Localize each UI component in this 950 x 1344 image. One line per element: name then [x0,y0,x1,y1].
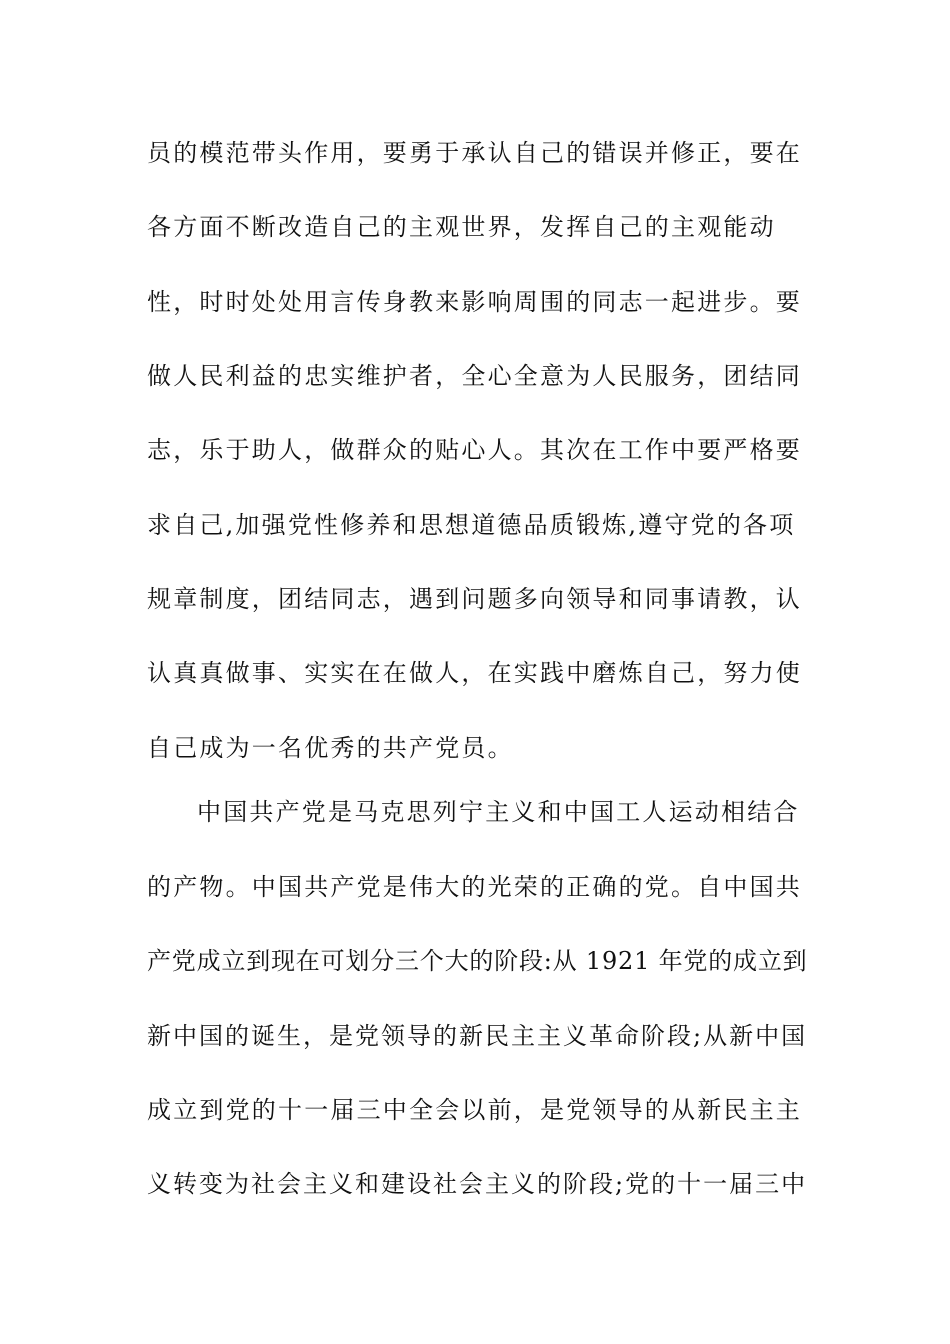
text-line: 员的模范带头作用，要勇于承认自己的错误并修正，要在 [147,139,802,167]
text-line: 义转变为社会主义和建设社会主义的阶段;党的十一届三中 [147,1170,808,1198]
text-line: 自己成为一名优秀的共产党员。 [147,734,514,762]
text-line: 的产物。中国共产党是伟大的光荣的正确的党。自中国共 [147,873,802,901]
text-line: 志，乐于助人，做群众的贴心人。其次在工作中要严格要 [147,436,802,464]
text-line: 认真真做事、实实在在做人，在实践中磨炼自己，努力使 [147,659,802,687]
text-line: 成立到党的十一届三中全会以前，是党领导的从新民主主 [147,1096,802,1124]
text-line: 新中国的诞生，是党领导的新民主主义革命阶段;从新中国 [147,1022,808,1050]
text-line: 各方面不断改造自己的主观世界，发挥自己的主观能动 [147,213,776,241]
paragraph-first-line: 中国共产党是马克思列宁主义和中国工人运动相结合 [197,798,800,826]
text-line: 做人民利益的忠实维护者，全心全意为人民服务，团结同 [147,362,802,390]
text-line: 产党成立到现在可划分三个大的阶段:从 1921 年党的成立到 [147,947,808,975]
text-line: 求自己,加强党性修养和思想道德品质锻炼,遵守党的各项 [147,511,796,539]
text-line: 性，时时处处用言传身教来影响周围的同志一起进步。要 [147,288,802,316]
text-line: 规章制度，团结同志，遇到问题多向领导和同事请教，认 [147,585,802,613]
